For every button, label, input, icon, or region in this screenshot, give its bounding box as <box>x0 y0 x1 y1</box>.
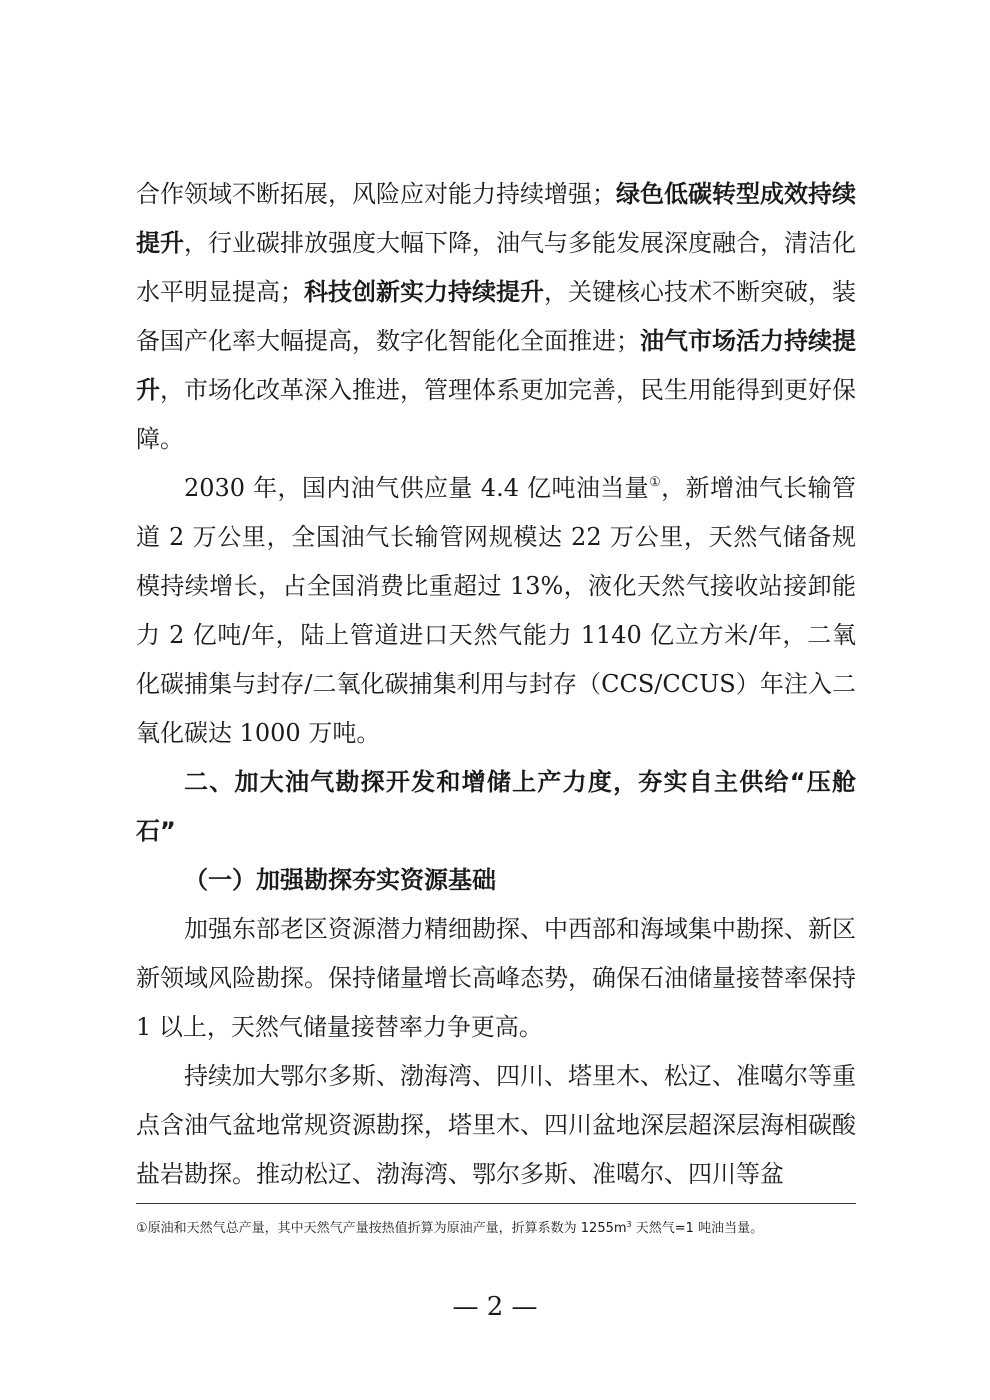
paragraph-1-text: ，关键核心技术不断突破，装备国产化率大幅提高，数字化智能化全面推进； <box>136 278 856 355</box>
bold-phrase-tech-innovation: 科技创新实力持续提升 <box>304 278 544 306</box>
bold-phrase-green-transition: 绿色低碳转型成效持续提升 <box>136 180 856 257</box>
paragraph-basins: 持续加大鄂尔多斯、渤海湾、四川、塔里木、松辽、准噶尔等重点含油气盆地常规资源勘探，塔里木、四川盆地深层超深层海相碳酸盐岩勘探。推动松辽、渤海湾、鄂尔多斯、准噶尔、四川等盆 <box>136 1062 856 1188</box>
paragraph-2-text: ，新增油气长输管道 2 万公里，全国油气长输管网规模达 22 万公里，天然气储备规模持续增长，占全国消费比重超过 13%，液化天然气接收站接卸能力 2 亿吨/年，陆上管道进口天然气能力 1140 亿立方米/年，二氧化碳捕集与封存/二氧化碳捕集利用与封存（CCS/CCUS）年注入二氧化碳达 1000 万吨。 <box>136 474 856 747</box>
paragraph-1-text: ，市场化改革深入推进，管理体系更加完善，民生用能得到更好保障。 <box>136 376 856 453</box>
bold-phrase-market-vitality: 油气市场活力持续提升 <box>136 327 856 404</box>
footnote-divider <box>136 1203 856 1204</box>
section-heading: 二、加大油气勘探开发和增储上产力度，夯实自主供给“压舱石” <box>136 768 856 845</box>
footnote-marker[interactable]: ① <box>649 475 662 490</box>
footnote-superscript: 3 <box>626 1220 632 1229</box>
paragraph-2030-targets <box>136 464 856 758</box>
footnote <box>136 1218 856 1240</box>
subsection-heading: （一）加强勘探夯实资源基础 <box>184 866 496 894</box>
paragraph-1-text: 合作领域不断拓展，风险应对能力持续增强； <box>136 180 616 208</box>
paragraph-1 <box>136 170 856 464</box>
paragraph-2-text: 2030 年，国内油气供应量 4.4 亿吨油当量 <box>184 474 650 502</box>
paragraph-exploration: 加强东部老区资源潜力精细勘探、中西部和海域集中勘探、新区新领域风险勘探。保持储量增长高峰态势，确保石油储量接替率保持 1 以上，天然气储量接替率力争更高。 <box>136 915 856 1041</box>
paragraph-1-text: ，行业碳排放强度大幅下降，油气与多能发展深度融合，清洁化水平明显提高； <box>136 229 856 306</box>
footnote-text: ①原油和天然气总产量，其中天然气产量按热值折算为原油产量，折算系数为 1255m <box>136 1221 627 1236</box>
footnote-text: 天然气=1 吨油当量。 <box>631 1221 764 1236</box>
body-text <box>136 170 856 1199</box>
page-number: — 2 — <box>452 1292 538 1322</box>
